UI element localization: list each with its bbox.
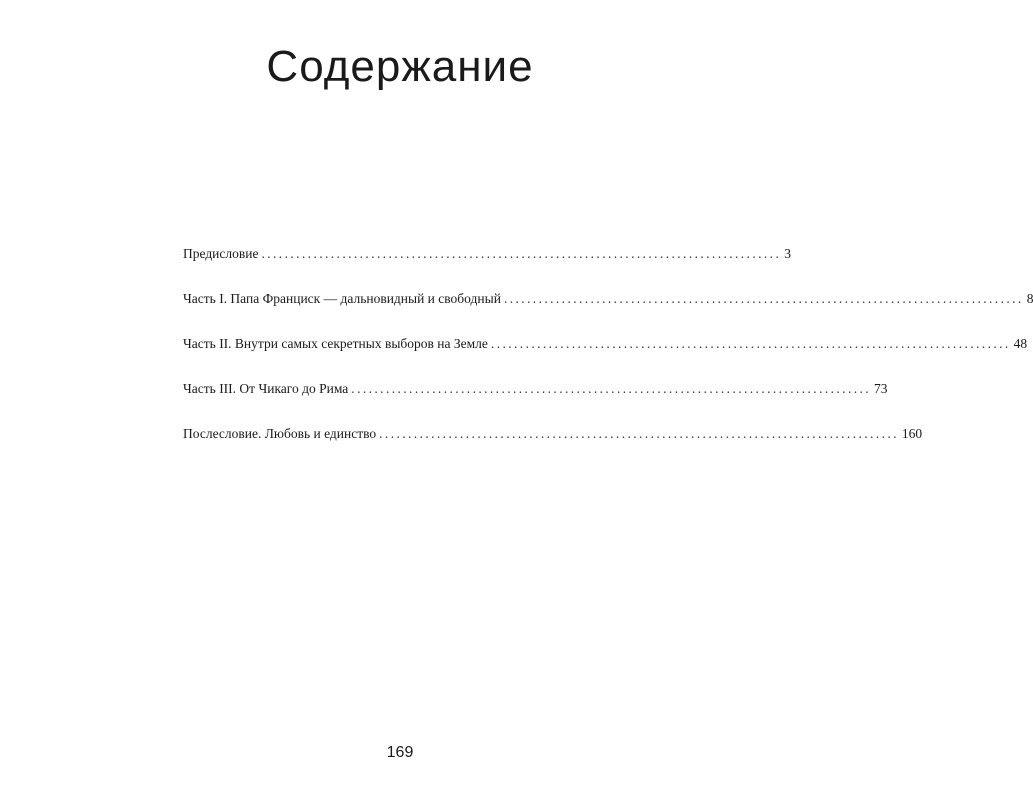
toc-entry-part-2 — [183, 336, 1028, 359]
toc-entry-page: 160 — [901, 426, 923, 441]
toc-entry-page: 73 — [874, 381, 888, 396]
toc-entry-label: Часть II. Внутри самых секретных выборов на Земле — [183, 336, 488, 351]
toc-entry-label: Часть I. Папа Франциск — дальновидный и свободный — [183, 291, 501, 306]
page-title: Содержание — [266, 42, 534, 91]
table-of-contents — [183, 246, 1033, 471]
toc-leader-dots: .......................................................................................... — [379, 426, 899, 441]
toc-entry-page: 3 — [784, 246, 791, 261]
toc-entry-label: Послесловие. Любовь и единство — [183, 426, 377, 441]
toc-entry-part-3 — [183, 381, 888, 404]
toc-entry-preface — [183, 246, 791, 269]
toc-leader-dots: .......................................................................................... — [261, 246, 782, 261]
toc-entry-page: 8 — [1026, 291, 1033, 306]
toc-leader-dots: .......................................................................................... — [351, 381, 872, 396]
toc-entry-page: 48 — [1013, 336, 1028, 351]
toc-entry-part-1 — [183, 291, 1033, 314]
toc-entry-label: Предисловие — [183, 246, 259, 261]
toc-entry-afterword — [183, 426, 923, 449]
page-number: 169 — [386, 744, 414, 761]
toc-leader-dots: .......................................................................................... — [503, 291, 1024, 306]
toc-entry-label: Часть III. От Чикаго до Рима — [183, 381, 349, 396]
toc-leader-dots: .......................................................................................... — [490, 336, 1011, 351]
